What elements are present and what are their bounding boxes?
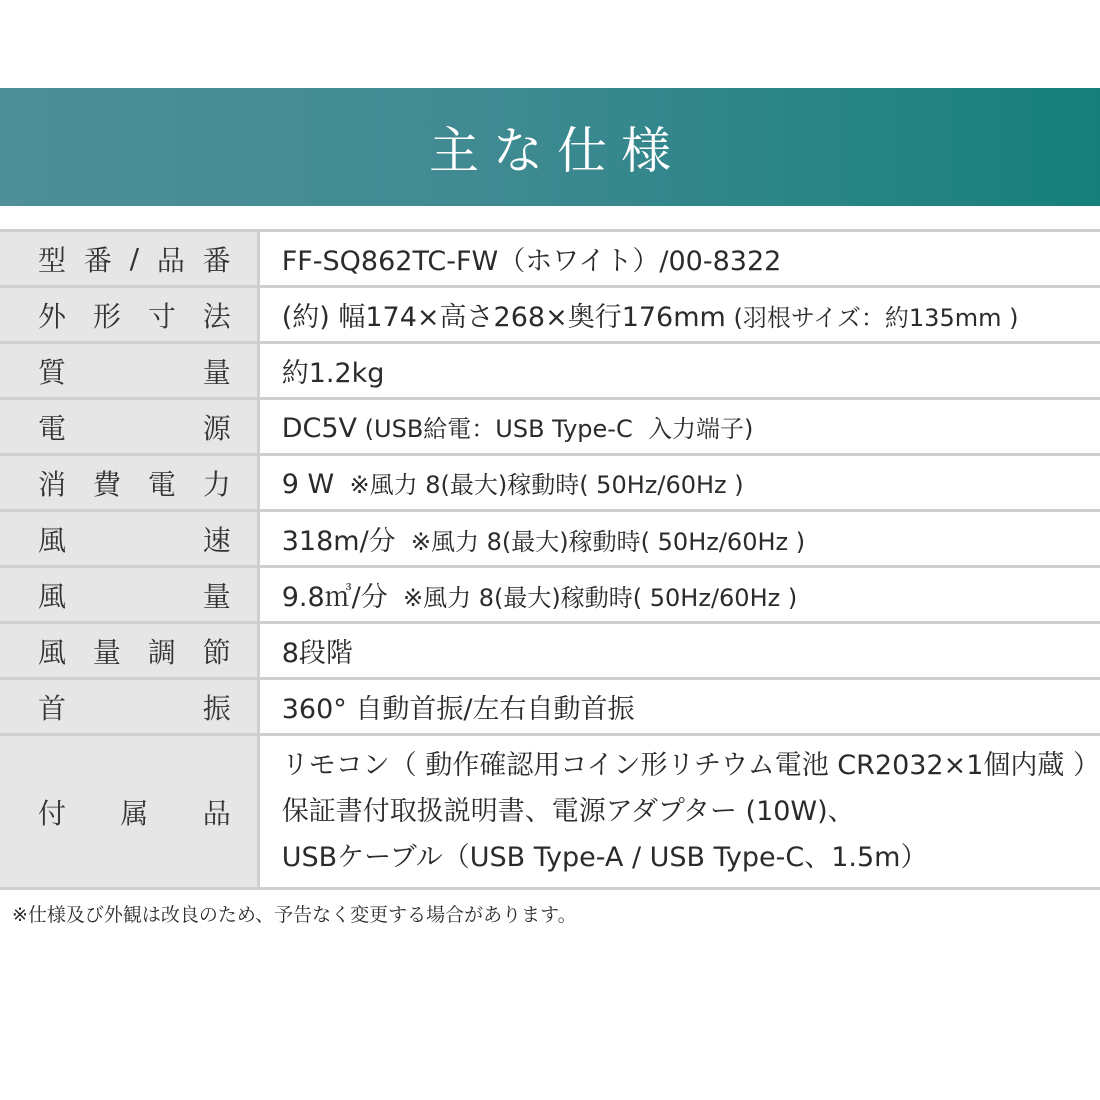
spec-label-char: 寸 — [147, 299, 176, 333]
spec-label-cell — [0, 567, 258, 623]
spec-value-cell — [258, 287, 1100, 343]
spec-label-char: 調 — [147, 635, 176, 669]
spec-row — [0, 287, 1100, 343]
spec-label-cell — [0, 399, 258, 455]
accessories-line: リモコン（ 動作確認用コイン形リチウム電池 CR2032×1個内蔵 ） — [281, 749, 1100, 781]
spec-value-cell — [258, 399, 1100, 455]
spec-label-cell — [0, 511, 258, 567]
spec-value: FF-SQ862TC-FW（ホワイト）/00-8322 — [281, 246, 782, 277]
spec-value-cell — [258, 231, 1100, 287]
page-title: 主な仕様 — [429, 122, 685, 180]
spec-label-char: 量 — [202, 579, 231, 613]
spec-value: DC5V — [281, 413, 358, 444]
spec-row-accessories — [0, 735, 1100, 889]
accessories-value-cell — [258, 735, 1100, 889]
spec-label-char: 番 — [83, 243, 112, 277]
spec-value: 8段階 — [281, 638, 353, 669]
footnote: ※仕様及び外観は改良のため、予告なく変更する場合があります。 — [12, 904, 577, 926]
spec-value-cell — [258, 511, 1100, 567]
spec-label-char: 品 — [156, 243, 185, 277]
spec-value: 318m/分 — [281, 526, 396, 557]
spec-table-body — [0, 231, 1100, 889]
spec-label-char: 品 — [202, 796, 231, 830]
spec-label — [38, 295, 231, 335]
accessories-line: USBケーブル（USB Type-A / USB Type-C、1.5m） — [281, 841, 928, 873]
spec-value: 360° 自動首振/左右自動首振 — [281, 694, 635, 725]
spec-value-note: (USB給電：USB Type-C 入力端子) — [357, 415, 754, 443]
spec-label-char: 速 — [202, 523, 231, 557]
spec-value-note: (羽根サイズ：約135mm ) — [725, 304, 1019, 332]
spec-row — [0, 399, 1100, 455]
title-banner — [0, 88, 1100, 206]
spec-label — [38, 792, 231, 832]
spec-label-char: 費 — [92, 467, 121, 501]
spec-label-char: 属 — [120, 796, 149, 830]
spec-label-char: / — [129, 242, 140, 275]
accessories-line: 保証書付取扱説明書、電源アダプター (10W)、 — [281, 795, 855, 827]
spec-row — [0, 455, 1100, 511]
spec-label — [38, 687, 231, 727]
spec-label-cell — [0, 735, 258, 889]
spec-label-char: 外 — [38, 299, 67, 333]
spec-label-char: 質 — [38, 355, 67, 389]
spec-value: (約) 幅174×高さ268×奥行176mm — [281, 302, 726, 333]
spec-label-char: 消 — [38, 467, 67, 501]
spec-label — [38, 519, 231, 559]
spec-label-char: 源 — [202, 411, 231, 445]
spec-label-cell — [0, 343, 258, 399]
spec-row — [0, 567, 1100, 623]
spec-value-note: ※風力 8(最大)稼動時( 50Hz/60Hz ) — [334, 471, 744, 499]
spec-label — [38, 239, 231, 279]
spec-value-cell — [258, 623, 1100, 679]
spec-value-cell — [258, 343, 1100, 399]
spec-value: 約1.2kg — [281, 358, 385, 389]
spec-label-char: 電 — [38, 411, 67, 445]
spec-label — [38, 631, 231, 671]
spec-label-char: 量 — [92, 635, 121, 669]
spec-row — [0, 511, 1100, 567]
spec-table — [0, 229, 1100, 890]
spec-label-char: 風 — [38, 579, 67, 613]
spec-value-cell — [258, 455, 1100, 511]
spec-value-note: ※風力 8(最大)稼動時( 50Hz/60Hz ) — [395, 528, 806, 556]
spec-value: 9 W — [281, 469, 335, 500]
spec-label — [38, 463, 231, 503]
spec-label-char: 首 — [38, 691, 67, 725]
spec-label-char: 付 — [38, 796, 67, 830]
spec-value-cell — [258, 679, 1100, 735]
spec-label-cell — [0, 455, 258, 511]
spec-value-cell — [258, 567, 1100, 623]
spec-label-cell — [0, 679, 258, 735]
spec-label-char: 風 — [38, 523, 67, 557]
spec-label-char: 電 — [147, 467, 176, 501]
spec-label-char: 法 — [202, 299, 231, 333]
spec-value-note: ※風力 8(最大)稼動時( 50Hz/60Hz ) — [387, 584, 798, 612]
spec-label-char: 形 — [92, 299, 121, 333]
spec-label-cell — [0, 231, 258, 287]
spec-label-char: 番 — [202, 243, 231, 277]
spec-value: 9.8㎥/分 — [281, 582, 388, 613]
spec-row — [0, 343, 1100, 399]
spec-label — [38, 575, 231, 615]
spec-label-char: 型 — [38, 243, 67, 277]
spec-row — [0, 231, 1100, 287]
spec-label-char: 風 — [38, 635, 67, 669]
spec-label-char: 節 — [202, 635, 231, 669]
spec-label-char: 力 — [202, 467, 231, 501]
spec-label-char: 量 — [202, 355, 231, 389]
spec-row — [0, 679, 1100, 735]
spec-label-char: 振 — [202, 691, 231, 725]
spec-label-cell — [0, 623, 258, 679]
spec-label — [38, 407, 231, 447]
spec-label — [38, 351, 231, 391]
spec-row — [0, 623, 1100, 679]
spec-label-cell — [0, 287, 258, 343]
